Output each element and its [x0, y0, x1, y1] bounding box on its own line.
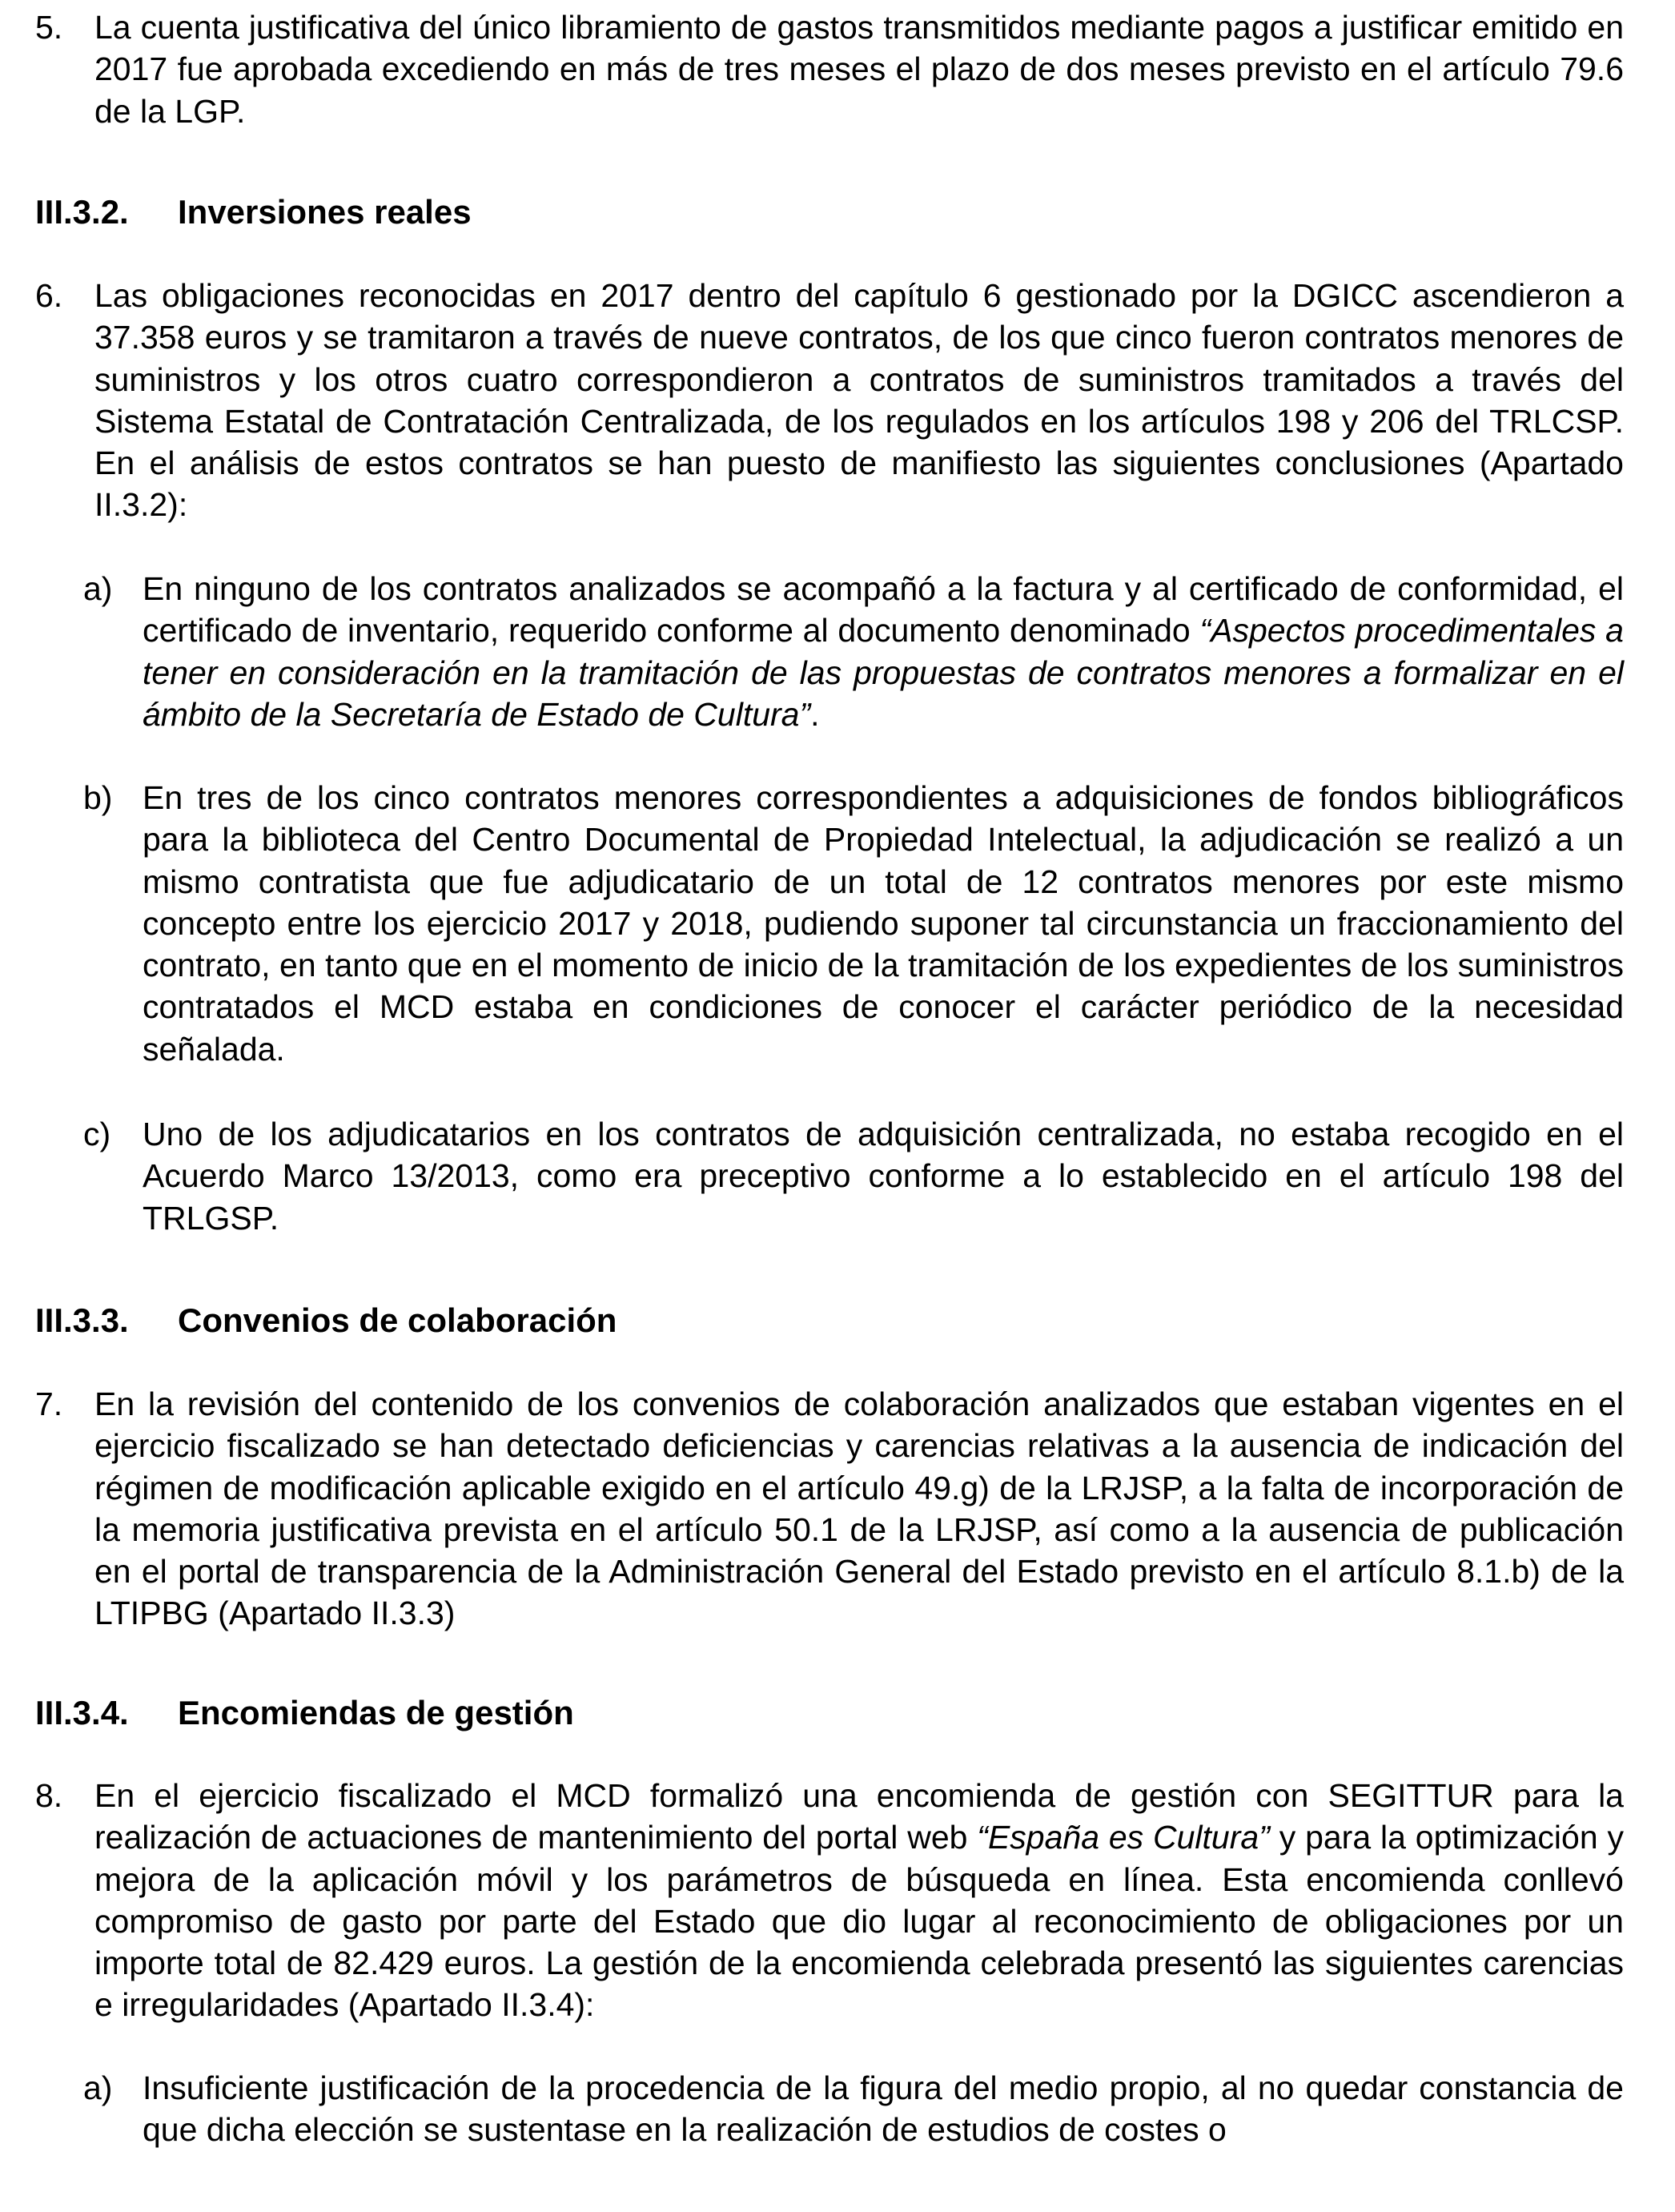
- paragraph-7: En la revisión del contenido de los convenios de colaboración analizados que estaban vigentes en el ejercicio fiscalizado se han detectado deficiencias y carencias relativas a la ausencia de indicación del régimen de modificación aplicable exigido en el artículo 49.g) de la LRJSP, a la falta de incorporación de la memoria justificativa prevista en el artículo 50.1 de la LRJSP, así como a la ausencia de publicación en el portal de transparencia de la Administración General del Estado previsto en el artículo 8.1.b) de la LTIPBG (Apartado II.3.3): [94, 1386, 1624, 1632]
- subitem-letter: b): [83, 779, 113, 816]
- text-run: .: [810, 695, 820, 733]
- text-run: y para la optimización y mejora de la aplicación móvil y los parámetros de búsqueda en línea. Esta encomienda conllevó compromiso de gasto por parte del Estado que dio lugar al reconocimiento de obligaciones por un importe total de 82.429 euros. La gestión de la encomienda celebrada presentó las siguientes carencias e irregularidades (Apartado II.3.4):: [94, 1819, 1625, 2024]
- subitem-letter: a): [83, 2069, 113, 2106]
- paragraph-6b: En tres de los cinco contratos menores correspondientes a adquisiciones de fondos bibliográficos para la biblioteca del Centro Documental de Propiedad Intelectual, la adjudicación se realizó a un mismo contratista que fue adjudicatario de un total de 12 contratos menores por este mismo concepto entre los ejercicio 2017 y 2018, pudiendo suponer tal circunstancia un fraccionamiento del contrato, en tanto que en el momento de inicio de la tramitación de los expedientes de los suministros contratados el MCD estaba en condiciones de conocer el carácter periódico de la necesidad señalada.: [143, 779, 1624, 1068]
- item-number: 6.: [35, 277, 63, 314]
- item-number: 5.: [35, 9, 63, 46]
- paragraph-6c: Uno de los adjudicatarios en los contratos de adquisición centralizada, no estaba recogido en el Acuerdo Marco 13/2013, como era preceptivo conforme a lo establecido en el artículo 198 del TRLGSP.: [143, 1116, 1624, 1237]
- section-number: III.3.3.: [35, 1301, 129, 1339]
- italic-quote: “España es Cultura”: [977, 1819, 1270, 1856]
- section-number: III.3.2.: [35, 193, 129, 231]
- paragraph-8: [94, 1775, 1624, 2026]
- paragraph-6a: [143, 568, 1624, 735]
- subitem-letter: a): [83, 570, 113, 607]
- subitem-letter: c): [83, 1116, 111, 1152]
- text-run: En el ejercicio fiscalizado el MCD formalizó una encomienda de gestión con SEGITTUR para la realización de actuaciones de mantenimiento del portal web: [94, 1777, 1624, 1856]
- section-title: Inversiones reales: [178, 193, 472, 231]
- text-run: En ninguno de los contratos analizados se acompañó a la factura y al certificado de conformidad, el certificado de inventario, requerido conforme al documento denominado: [143, 570, 1624, 650]
- section-title: Convenios de colaboración: [178, 1301, 617, 1339]
- paragraph-6: Las obligaciones reconocidas en 2017 dentro del capítulo 6 gestionado por la DGICC ascendieron a 37.358 euros y se tramitaron a través de nueve contratos, de los que cinco fueron contratos menores de suministros y los otros cuatro correspondieron a contratos de suministros tramitados a través del Sistema Estatal de Contratación Centralizada, de los regulados en los artículos 198 y 206 del TRLCSP. En el análisis de estos contratos se han puesto de manifiesto las siguientes conclusiones (Apartado II.3.2):: [94, 277, 1624, 524]
- italic-quote: “Aspectos procedimentales a tener en consideración en la tramitación de las propuestas de contratos menores a formalizar en el ámbito de la Secretaría de Estado de Cultura”: [143, 612, 1624, 733]
- item-number: 7.: [35, 1386, 63, 1422]
- item-number: 8.: [35, 1777, 63, 1814]
- section-title: Encomiendas de gestión: [178, 1694, 574, 1731]
- paragraph-8a: Insuficiente justificación de la procedencia de la figura del medio propio, al no quedar constancia de que dicha elección se sustentase en la realización de estudios de costes o: [143, 2069, 1624, 2149]
- section-number: III.3.4.: [35, 1694, 129, 1731]
- paragraph-5: La cuenta justificativa del único libramiento de gastos transmitidos mediante pagos a justificar emitido en 2017 fue aprobada excediendo en más de tres meses el plazo de dos meses previsto en el artículo 79.6 de la LGP.: [94, 9, 1624, 130]
